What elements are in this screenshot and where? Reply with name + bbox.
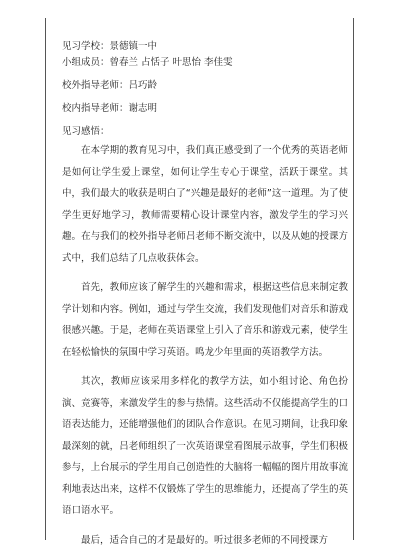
paragraph-first: 首先，教师应该了解学生的兴趣和需求，根据这些信息来制定教学计划和内容。例如，通过与学生交流，我们发现他们对音乐和游戏很感兴趣。于是，老师在英语课堂上引入了音乐和游戏元素，使学生在轻松愉快的氛围中学习英语。鸣龙少年里面的英语教学方法。 [62,282,348,358]
internal-teacher-line: 校内指导老师：谢志明 [62,103,158,114]
members-line: 小组成员：曾春兰 占恬子 叶思怡 李佳雯 [62,57,233,68]
paragraph-last: 最后，适合自己的才是最好的。听过很多老师的不同授课方 [81,534,329,546]
school-line: 见习学校：景德镇一中 [62,41,158,52]
paragraph-second: 其次，教师应该采用多样化的教学方法，如小组讨论、角色扮演、竞赛等，来激发学生的参与热情。这些活动不仅能提高学生的口语表达能力，还能增强他们的团队合作意识。在见习期间，让我印象最深刻的就，吕老师组织了一次英语课堂看图展示故事，学生们积极参与，上台展示的学生用自己创造性的大脑将一幅幅的图片用故事流利地表达出来，这样不仅锻炼了学生的思维能力，还提高了学生的英语口语水平。 [62,376,348,516]
external-teacher-line: 校外指导老师：吕巧龄 [62,80,158,91]
reflection-body [62,140,348,559]
reflection-label: 见习感悟： [62,126,110,137]
paragraph-intro: 在本学期的教育见习中，我们真正感受到了一个优秀的英语老师是如何让学生爱上课堂，如何让学生专心于课堂，活跃于课堂。其中，我们最大的收获是明白了“兴趣是最好的老师”这一道理。为了使学生更好地学习，教师需要精心设计课堂内容，激发学生的学习兴趣。在与我们的校外指导老师吕老师不断交流中，以及从她的授课方式中，我们总结了几点收获体会。 [62,145,348,264]
